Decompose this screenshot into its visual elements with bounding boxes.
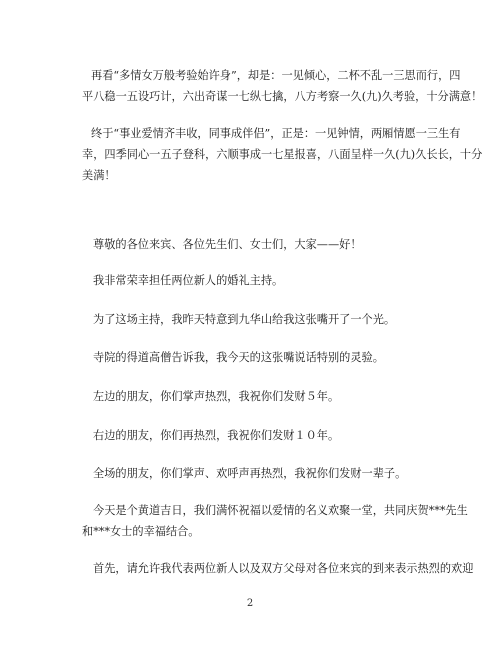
paragraph-5 — [93, 309, 431, 330]
paragraph-line: 再看“多情女万般考验始许身”，却是：一见倾心，二杯不乱一三思而行，四 — [91, 69, 461, 82]
paragraph-line: 和***女士的幸福结合。 — [82, 525, 200, 538]
paragraph-line: 右边的朋友，你们再热烈，我祝你们发财１０年。 — [93, 429, 340, 442]
paragraph-6 — [93, 347, 431, 368]
paragraph-1 — [82, 65, 483, 107]
paragraph-line: 为了这场主持，我昨天特意到九华山给我这张嘴开了一个光。 — [93, 313, 396, 326]
paragraph-line: 今天是个黄道吉日，我们满怀祝福以爱情的名义欢聚一堂，共同庆贺***先生 — [93, 504, 468, 517]
paragraph-4 — [93, 270, 431, 291]
paragraph-line: 左边的朋友，你们掌声热烈，我祝你们发财５年。 — [93, 390, 340, 403]
paragraph-line: 幸，四季同心一五子登科，六顺事成一七星报喜，八面呈样一久(九)久长长，十分 — [82, 148, 483, 161]
paragraph-line: 首先，请允许我代表两位新人以及双方父母对各位来宾的到来表示热烈的欢迎 — [93, 562, 474, 575]
paragraph-7 — [93, 386, 431, 407]
paragraph-line: 终于“事业爱情齐丰收，同事成伴侣”，正是：一见钟情，两厢情愿一三生有 — [91, 127, 461, 140]
paragraph-10 — [82, 500, 468, 542]
paragraph-2 — [82, 123, 483, 186]
paragraph-line: 全场的朋友，你们掌声、欢呼声再热烈，我祝你们发财一辈子。 — [93, 467, 407, 480]
paragraph-9 — [93, 463, 431, 484]
paragraph-8 — [93, 425, 431, 446]
paragraph-line: 尊敬的各位来宾、各位先生们、女士们，大家——好！ — [93, 238, 362, 251]
paragraph-line: 平八稳一五设巧计，六出奇谋一七纵七擒，八方考察一久(九)久考验，十分满意！ — [82, 90, 483, 103]
paragraph-line: 美满！ — [82, 169, 116, 182]
paragraph-line: 寺院的得道高僧告诉我，我今天的这张嘴说话特别的灵验。 — [93, 351, 384, 364]
paragraph-line: 我非常荣幸担任两位新人的婚礼主持。 — [93, 274, 284, 287]
paragraph-11 — [93, 558, 474, 579]
paragraph-3 — [93, 234, 431, 255]
page-number: 2 — [246, 598, 254, 609]
